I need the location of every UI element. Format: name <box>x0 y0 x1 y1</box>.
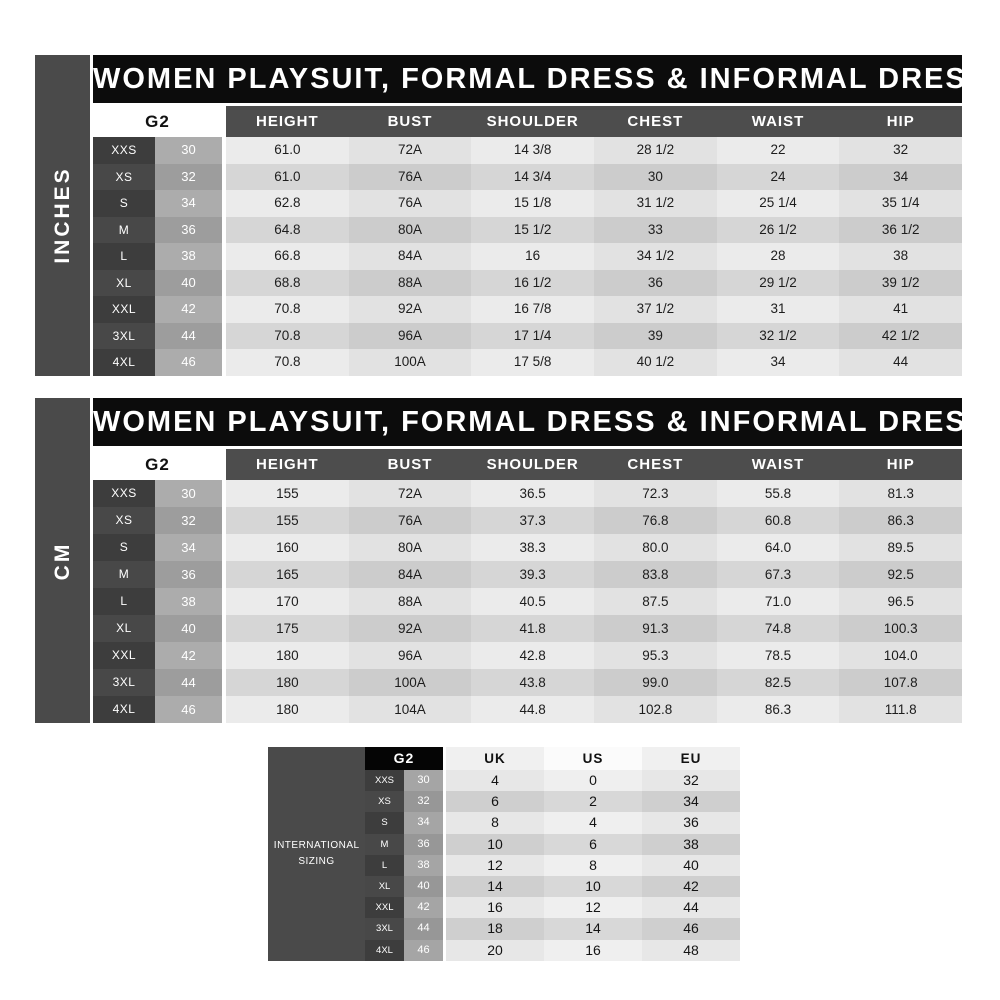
measure-cell-chest: 28 1/2 <box>594 137 717 164</box>
size-cell: 3XL <box>93 669 155 696</box>
measure-cell-waist: 86.3 <box>717 696 840 723</box>
cm-measure-headers <box>226 449 962 480</box>
g2-value-cell: 40 <box>155 270 222 297</box>
measure-cell-bust: 96A <box>349 323 472 350</box>
cm-row-3XL <box>93 669 962 696</box>
g2-value-cell: 30 <box>155 137 222 164</box>
cm-rows <box>93 480 962 723</box>
inches-row-XS <box>93 164 962 191</box>
measure-cell-bust: 100A <box>349 669 472 696</box>
international-rows <box>365 770 740 961</box>
g2-header: G2 <box>93 106 222 137</box>
size-cell: M <box>93 217 155 244</box>
cm-row-XXL <box>93 642 962 669</box>
size-cell: XS <box>93 507 155 534</box>
measure-cell-hip: 104.0 <box>839 642 962 669</box>
g2-value-cell: 40 <box>155 615 222 642</box>
size-cell: S <box>93 534 155 561</box>
measure-cell-shoulder: 36.5 <box>471 480 594 507</box>
size-cell: 3XL <box>93 323 155 350</box>
measure-cell-waist: 34 <box>717 349 840 376</box>
g2-value-cell: 34 <box>155 190 222 217</box>
region-cell-eu: 44 <box>642 897 740 918</box>
measure-cell-shoulder: 42.8 <box>471 642 594 669</box>
measure-cell-shoulder: 15 1/8 <box>471 190 594 217</box>
measure-cell-chest: 39 <box>594 323 717 350</box>
measure-cell-bust: 76A <box>349 164 472 191</box>
header-cell-hip: HIP <box>886 113 915 130</box>
measure-cell-chest: 95.3 <box>594 642 717 669</box>
header-cell-waist: WAIST <box>751 113 805 130</box>
measure-cell-chest: 80.0 <box>594 534 717 561</box>
measure-cell-hip: 81.3 <box>839 480 962 507</box>
g2-value-cell: 34 <box>155 534 222 561</box>
g2-value-cell: 40 <box>404 876 443 897</box>
measure-cell-chest: 34 1/2 <box>594 243 717 270</box>
measure-cell-hip: 42 1/2 <box>839 323 962 350</box>
measure-cell-waist: 28 <box>717 243 840 270</box>
region-cell-uk: 14 <box>446 876 544 897</box>
measure-cell-chest: 40 1/2 <box>594 349 717 376</box>
international-header-row <box>365 747 740 770</box>
measure-cell-shoulder: 44.8 <box>471 696 594 723</box>
g2-value-cell: 36 <box>155 217 222 244</box>
measure-cell-height: 155 <box>226 507 349 534</box>
header-cell-uk: UK <box>446 747 544 770</box>
g2-value-cell: 38 <box>404 855 443 876</box>
inches-row-XXL <box>93 296 962 323</box>
region-cell-eu: 34 <box>642 791 740 812</box>
measure-cell-waist: 31 <box>717 296 840 323</box>
measure-cell-waist: 74.8 <box>717 615 840 642</box>
measure-cell-height: 62.8 <box>226 190 349 217</box>
measure-cell-height: 61.0 <box>226 137 349 164</box>
cm-row-4XL <box>93 696 962 723</box>
measure-cell-hip: 96.5 <box>839 588 962 615</box>
measure-cell-height: 70.8 <box>226 323 349 350</box>
g2-value-cell: 44 <box>155 669 222 696</box>
measure-cell-chest: 102.8 <box>594 696 717 723</box>
measure-cell-bust: 72A <box>349 480 472 507</box>
measure-cell-height: 175 <box>226 615 349 642</box>
measure-cell-bust: 76A <box>349 190 472 217</box>
header-cell-eu: EU <box>642 747 740 770</box>
international-row-L <box>365 855 740 876</box>
measure-cell-hip: 41 <box>839 296 962 323</box>
cm-table-content <box>93 398 989 723</box>
size-cell: M <box>365 834 404 855</box>
inches-row-S <box>93 190 962 217</box>
inches-row-3XL <box>93 323 962 350</box>
cm-row-L <box>93 588 962 615</box>
intl-g2-header: G2 <box>365 747 443 770</box>
size-cell: 4XL <box>93 696 155 723</box>
g2-value-cell: 36 <box>404 834 443 855</box>
inches-row-M <box>93 217 962 244</box>
measure-cell-bust: 92A <box>349 615 472 642</box>
g2-value-cell: 42 <box>155 296 222 323</box>
international-row-XXS <box>365 770 740 791</box>
measure-cell-height: 66.8 <box>226 243 349 270</box>
measure-cell-waist: 78.5 <box>717 642 840 669</box>
measure-cell-waist: 67.3 <box>717 561 840 588</box>
inches-row-XL <box>93 270 962 297</box>
measure-cell-shoulder: 37.3 <box>471 507 594 534</box>
g2-value-cell: 30 <box>404 770 443 791</box>
region-cell-uk: 4 <box>446 770 544 791</box>
measure-cell-chest: 91.3 <box>594 615 717 642</box>
region-cell-us: 6 <box>544 834 642 855</box>
cm-row-M <box>93 561 962 588</box>
region-cell-eu: 40 <box>642 855 740 876</box>
international-row-M <box>365 834 740 855</box>
international-table <box>268 747 740 961</box>
measure-cell-height: 180 <box>226 642 349 669</box>
inches-header-row <box>93 106 962 137</box>
g2-value-cell: 32 <box>155 164 222 191</box>
size-cell: XS <box>93 164 155 191</box>
measure-cell-waist: 29 1/2 <box>717 270 840 297</box>
measure-cell-hip: 89.5 <box>839 534 962 561</box>
region-cell-eu: 48 <box>642 940 740 961</box>
region-cell-us: 12 <box>544 897 642 918</box>
region-cell-eu: 46 <box>642 918 740 939</box>
inches-row-XXS <box>93 137 962 164</box>
inches-rows <box>93 137 962 376</box>
inches-table-title: WOMEN PLAYSUIT, FORMAL DRESS & INFORMAL DRESS <box>93 55 962 103</box>
g2-value-cell: 46 <box>155 349 222 376</box>
region-cell-eu: 32 <box>642 770 740 791</box>
g2-value-cell: 42 <box>404 897 443 918</box>
measure-cell-shoulder: 14 3/4 <box>471 164 594 191</box>
international-row-XXL <box>365 897 740 918</box>
size-cell: L <box>93 588 155 615</box>
measure-cell-waist: 25 1/4 <box>717 190 840 217</box>
measure-cell-shoulder: 39.3 <box>471 561 594 588</box>
g2-value-cell: 30 <box>155 480 222 507</box>
measure-cell-height: 68.8 <box>226 270 349 297</box>
measure-cell-chest: 30 <box>594 164 717 191</box>
measure-cell-waist: 22 <box>717 137 840 164</box>
measure-cell-hip: 44 <box>839 349 962 376</box>
measure-cell-waist: 32 1/2 <box>717 323 840 350</box>
g2-value-cell: 38 <box>155 243 222 270</box>
header-cell-chest: CHEST <box>627 456 684 473</box>
size-cell: L <box>93 243 155 270</box>
measure-cell-chest: 33 <box>594 217 717 244</box>
measure-cell-hip: 34 <box>839 164 962 191</box>
cm-row-XL <box>93 615 962 642</box>
international-row-XL <box>365 876 740 897</box>
header-cell-chest: CHEST <box>627 113 684 130</box>
measure-cell-waist: 26 1/2 <box>717 217 840 244</box>
region-cell-uk: 8 <box>446 812 544 833</box>
cm-row-S <box>93 534 962 561</box>
g2-value-cell: 46 <box>404 940 443 961</box>
measure-cell-shoulder: 17 1/4 <box>471 323 594 350</box>
measure-cell-chest: 99.0 <box>594 669 717 696</box>
region-cell-us: 4 <box>544 812 642 833</box>
region-cell-us: 0 <box>544 770 642 791</box>
measure-cell-shoulder: 16 1/2 <box>471 270 594 297</box>
measure-cell-chest: 31 1/2 <box>594 190 717 217</box>
cm-row-XXS <box>93 480 962 507</box>
measure-cell-shoulder: 15 1/2 <box>471 217 594 244</box>
header-cell-bust: BUST <box>387 456 433 473</box>
size-cell: XXS <box>365 770 404 791</box>
measure-cell-waist: 71.0 <box>717 588 840 615</box>
measure-cell-bust: 80A <box>349 534 472 561</box>
header-cell-height: HEIGHT <box>256 113 319 130</box>
measure-cell-shoulder: 38.3 <box>471 534 594 561</box>
size-cell: XL <box>93 270 155 297</box>
measure-cell-shoulder: 41.8 <box>471 615 594 642</box>
g2-value-cell: 44 <box>404 918 443 939</box>
size-cell: XXS <box>93 137 155 164</box>
measure-cell-height: 180 <box>226 669 349 696</box>
measure-cell-chest: 76.8 <box>594 507 717 534</box>
cm-header-row <box>93 449 962 480</box>
region-cell-us: 10 <box>544 876 642 897</box>
inches-table <box>35 55 989 376</box>
header-cell-shoulder: SHOULDER <box>486 456 579 473</box>
measure-cell-shoulder: 17 5/8 <box>471 349 594 376</box>
measure-cell-hip: 92.5 <box>839 561 962 588</box>
region-cell-uk: 18 <box>446 918 544 939</box>
inches-table-content <box>93 55 989 376</box>
region-cell-uk: 16 <box>446 897 544 918</box>
inches-unit-label: INCHES <box>50 166 74 264</box>
inches-unit-rail <box>35 55 90 376</box>
header-cell-height: HEIGHT <box>256 456 319 473</box>
size-cell: XXL <box>93 642 155 669</box>
g2-value-cell: 44 <box>155 323 222 350</box>
measure-cell-bust: 76A <box>349 507 472 534</box>
size-cell: S <box>365 812 404 833</box>
size-cell: 3XL <box>365 918 404 939</box>
inches-row-L <box>93 243 962 270</box>
size-cell: 4XL <box>365 940 404 961</box>
inches-measure-headers <box>226 106 962 137</box>
measure-cell-waist: 64.0 <box>717 534 840 561</box>
size-cell: XL <box>93 615 155 642</box>
measure-cell-bust: 84A <box>349 561 472 588</box>
region-cell-uk: 12 <box>446 855 544 876</box>
region-cell-uk: 10 <box>446 834 544 855</box>
measure-cell-chest: 87.5 <box>594 588 717 615</box>
region-cell-eu: 38 <box>642 834 740 855</box>
region-cell-eu: 36 <box>642 812 740 833</box>
cm-table <box>35 398 989 723</box>
g2-value-cell: 34 <box>404 812 443 833</box>
size-cell: XXS <box>93 480 155 507</box>
cm-row-XS <box>93 507 962 534</box>
measure-cell-hip: 86.3 <box>839 507 962 534</box>
g2-value-cell: 42 <box>155 642 222 669</box>
region-cell-eu: 42 <box>642 876 740 897</box>
measure-cell-shoulder: 43.8 <box>471 669 594 696</box>
g2-value-cell: 46 <box>155 696 222 723</box>
measure-cell-waist: 82.5 <box>717 669 840 696</box>
measure-cell-waist: 60.8 <box>717 507 840 534</box>
measure-cell-height: 155 <box>226 480 349 507</box>
header-cell-us: US <box>544 747 642 770</box>
measure-cell-bust: 84A <box>349 243 472 270</box>
measure-cell-hip: 35 1/4 <box>839 190 962 217</box>
g2-value-cell: 36 <box>155 561 222 588</box>
measure-cell-height: 61.0 <box>226 164 349 191</box>
size-cell: L <box>365 855 404 876</box>
g2-value-cell: 38 <box>155 588 222 615</box>
measure-cell-bust: 92A <box>349 296 472 323</box>
measure-cell-height: 64.8 <box>226 217 349 244</box>
measure-cell-bust: 80A <box>349 217 472 244</box>
measure-cell-height: 70.8 <box>226 296 349 323</box>
international-table-content <box>365 747 740 961</box>
international-sizing-label: INTERNATIONAL SIZING <box>268 747 365 961</box>
measure-cell-hip: 107.8 <box>839 669 962 696</box>
measure-cell-hip: 32 <box>839 137 962 164</box>
measure-cell-shoulder: 16 <box>471 243 594 270</box>
region-cell-us: 14 <box>544 918 642 939</box>
measure-cell-height: 70.8 <box>226 349 349 376</box>
measure-cell-chest: 37 1/2 <box>594 296 717 323</box>
measure-cell-bust: 100A <box>349 349 472 376</box>
size-cell: XXL <box>365 897 404 918</box>
g2-value-cell: 32 <box>155 507 222 534</box>
header-cell-waist: WAIST <box>751 456 805 473</box>
measure-cell-hip: 36 1/2 <box>839 217 962 244</box>
measure-cell-shoulder: 14 3/8 <box>471 137 594 164</box>
size-cell: XS <box>365 791 404 812</box>
international-row-XS <box>365 791 740 812</box>
international-region-headers <box>446 747 740 770</box>
measure-cell-height: 180 <box>226 696 349 723</box>
measure-cell-bust: 88A <box>349 588 472 615</box>
international-row-4XL <box>365 940 740 961</box>
measure-cell-shoulder: 16 7/8 <box>471 296 594 323</box>
measure-cell-waist: 55.8 <box>717 480 840 507</box>
header-cell-hip: HIP <box>886 456 915 473</box>
cm-unit-rail <box>35 398 90 723</box>
cm-unit-label: CM <box>50 541 74 580</box>
measure-cell-hip: 39 1/2 <box>839 270 962 297</box>
measure-cell-height: 170 <box>226 588 349 615</box>
measure-cell-bust: 104A <box>349 696 472 723</box>
region-cell-us: 8 <box>544 855 642 876</box>
cm-table-title: WOMEN PLAYSUIT, FORMAL DRESS & INFORMAL DRESS <box>93 398 962 446</box>
measure-cell-height: 165 <box>226 561 349 588</box>
region-cell-us: 16 <box>544 940 642 961</box>
header-cell-shoulder: SHOULDER <box>486 113 579 130</box>
size-cell: M <box>93 561 155 588</box>
measure-cell-chest: 72.3 <box>594 480 717 507</box>
inches-row-4XL <box>93 349 962 376</box>
g2-header: G2 <box>93 449 222 480</box>
measure-cell-shoulder: 40.5 <box>471 588 594 615</box>
measure-cell-hip: 111.8 <box>839 696 962 723</box>
measure-cell-waist: 24 <box>717 164 840 191</box>
region-cell-uk: 6 <box>446 791 544 812</box>
region-cell-us: 2 <box>544 791 642 812</box>
international-row-3XL <box>365 918 740 939</box>
header-cell-bust: BUST <box>387 113 433 130</box>
measure-cell-bust: 96A <box>349 642 472 669</box>
size-cell: S <box>93 190 155 217</box>
measure-cell-chest: 83.8 <box>594 561 717 588</box>
international-row-S <box>365 812 740 833</box>
measure-cell-bust: 72A <box>349 137 472 164</box>
measure-cell-hip: 100.3 <box>839 615 962 642</box>
region-cell-uk: 20 <box>446 940 544 961</box>
g2-value-cell: 32 <box>404 791 443 812</box>
size-cell: XXL <box>93 296 155 323</box>
measure-cell-chest: 36 <box>594 270 717 297</box>
size-cell: 4XL <box>93 349 155 376</box>
measure-cell-height: 160 <box>226 534 349 561</box>
measure-cell-bust: 88A <box>349 270 472 297</box>
measure-cell-hip: 38 <box>839 243 962 270</box>
size-cell: XL <box>365 876 404 897</box>
